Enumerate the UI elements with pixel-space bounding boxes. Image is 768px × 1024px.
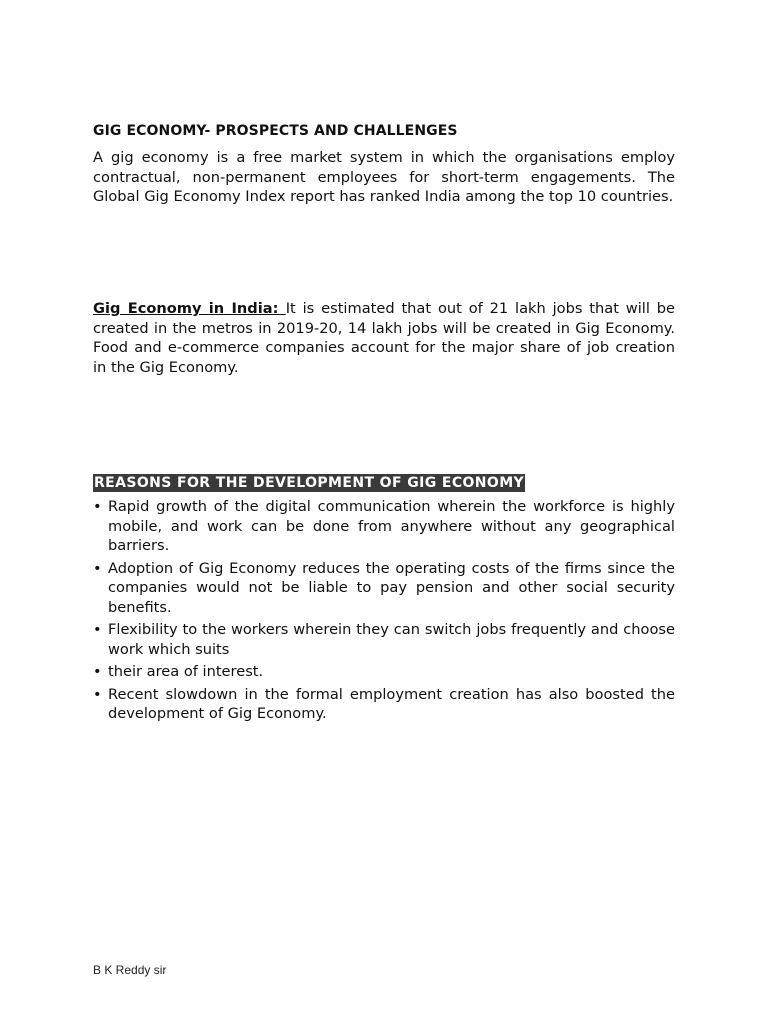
reasons-heading: REASONS FOR THE DEVELOPMENT OF GIG ECONOMY — [94, 475, 525, 491]
list-item — [93, 662, 675, 682]
list-item — [93, 497, 675, 556]
india-text: It is estimated that out of 21 lakh jobs that will be created in the metros in 2019-20, 14 lakh jobs will be created in Gig Economy. Food and e-commerce companies account for the major share of job creation in the Gig Economy. — [93, 300, 675, 376]
india-paragraph — [93, 299, 675, 377]
bullet-icon: • — [93, 663, 102, 680]
list-item-text: their area of interest. — [108, 663, 264, 680]
document-title: GIG ECONOMY- PROSPECTS AND CHALLENGES — [93, 123, 458, 139]
bullet-icon: • — [93, 498, 102, 515]
bullet-icon: • — [93, 621, 102, 638]
list-item — [93, 559, 675, 618]
list-item — [93, 685, 675, 724]
list-item-text: Recent slowdown in the formal employment creation has also boosted the development of Gig Economy. — [108, 685, 675, 722]
reasons-list — [93, 497, 675, 727]
list-item — [93, 620, 675, 659]
list-item-text: Flexibility to the workers wherein they can switch jobs frequently and choose work which suits — [108, 621, 675, 658]
india-lead: Gig Economy in India: — [93, 300, 286, 317]
list-item-text: Adoption of Gig Economy reduces the operating costs of the firms since the companies would not be liable to pay pension and other social security benefits. — [108, 559, 675, 616]
bullet-icon: • — [93, 685, 102, 703]
bullet-icon: • — [93, 559, 102, 577]
intro-paragraph: A gig economy is a free market system in which the organisations employ contractual, non-permanent employees for short-term engagements. The Global Gig Economy Index report has ranked India among the top 10 countries. — [93, 149, 675, 205]
list-item-text: Rapid growth of the digital communication wherein the workforce is highly mobile, and work can be done from anywhere without any geographical barriers. — [108, 498, 675, 554]
footer-author: B K Reddy sir — [93, 963, 167, 977]
